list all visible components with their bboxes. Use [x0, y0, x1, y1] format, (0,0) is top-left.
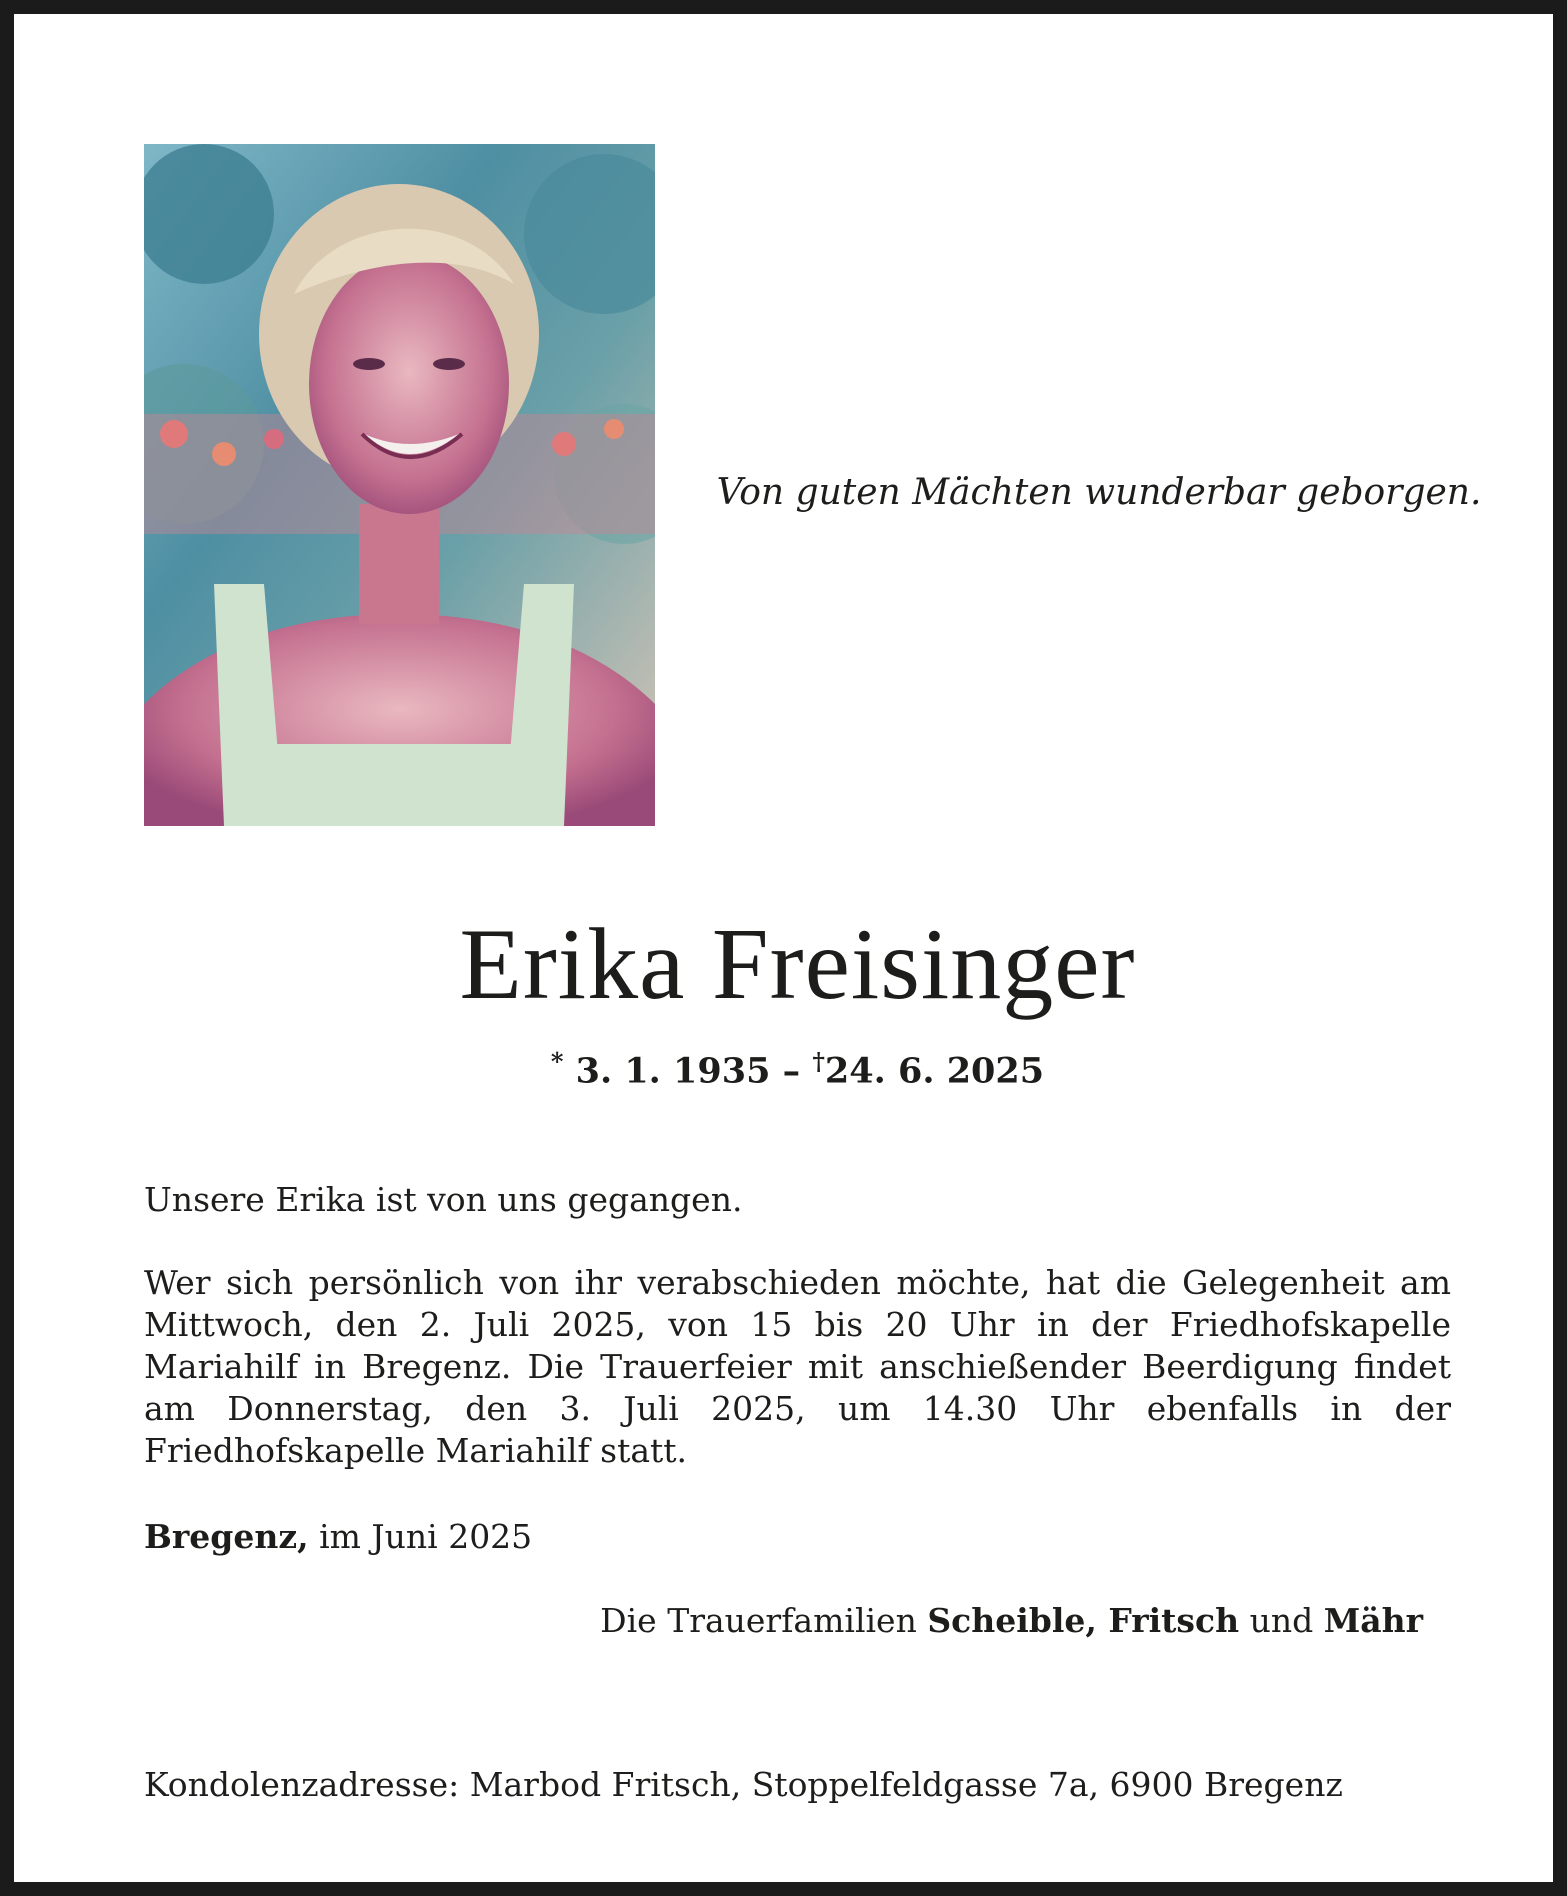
place-date-line: [144, 1516, 1451, 1558]
intro-text: Unsere Erika ist von uns gegangen.: [144, 1180, 743, 1219]
motto-quote: Von guten Mächten wunderbar geborgen.: [716, 472, 1482, 513]
death-date: 24. 6. 2025: [824, 1050, 1045, 1092]
family-prefix: Die Trauerfamilien: [600, 1601, 917, 1640]
birth-date: 3. 1. 1935: [575, 1050, 771, 1092]
life-dates: [14, 1047, 1567, 1092]
family-and: und: [1249, 1601, 1314, 1640]
place-date: im Juni 2025: [319, 1517, 533, 1556]
place-name: Bregenz,: [144, 1517, 309, 1556]
family-signature: [600, 1600, 1423, 1642]
death-symbol: †: [812, 1047, 825, 1076]
family-last-name: Mähr: [1323, 1601, 1423, 1640]
date-separator: –: [782, 1050, 801, 1092]
condolence-address: Kondolenzadresse: Marbod Fritsch, Stoppelfeldgasse 7a, 6900 Bregenz: [144, 1765, 1343, 1804]
deceased-name: Erika Freisinger: [459, 908, 1136, 1021]
birth-symbol: *: [550, 1047, 564, 1076]
ceremony-details: Wer sich persönlich von ihr verabschieden möchte, hat die Gelegenheit am Mittwoch, den 2. Juli 2025, von 15 bis 20 Uhr in der Friedhofskapelle Mariahilf in Bregenz. Die Trauerfeier mit anschießender Beerdigung findet am Donnerstag, den 3. Juli 2025, um 14.30 Uhr ebenfalls in der Friedhofskapelle Mariahilf statt.: [144, 1263, 1451, 1470]
family-names: Scheible, Fritsch: [927, 1601, 1240, 1640]
portrait-photo: [144, 144, 655, 826]
